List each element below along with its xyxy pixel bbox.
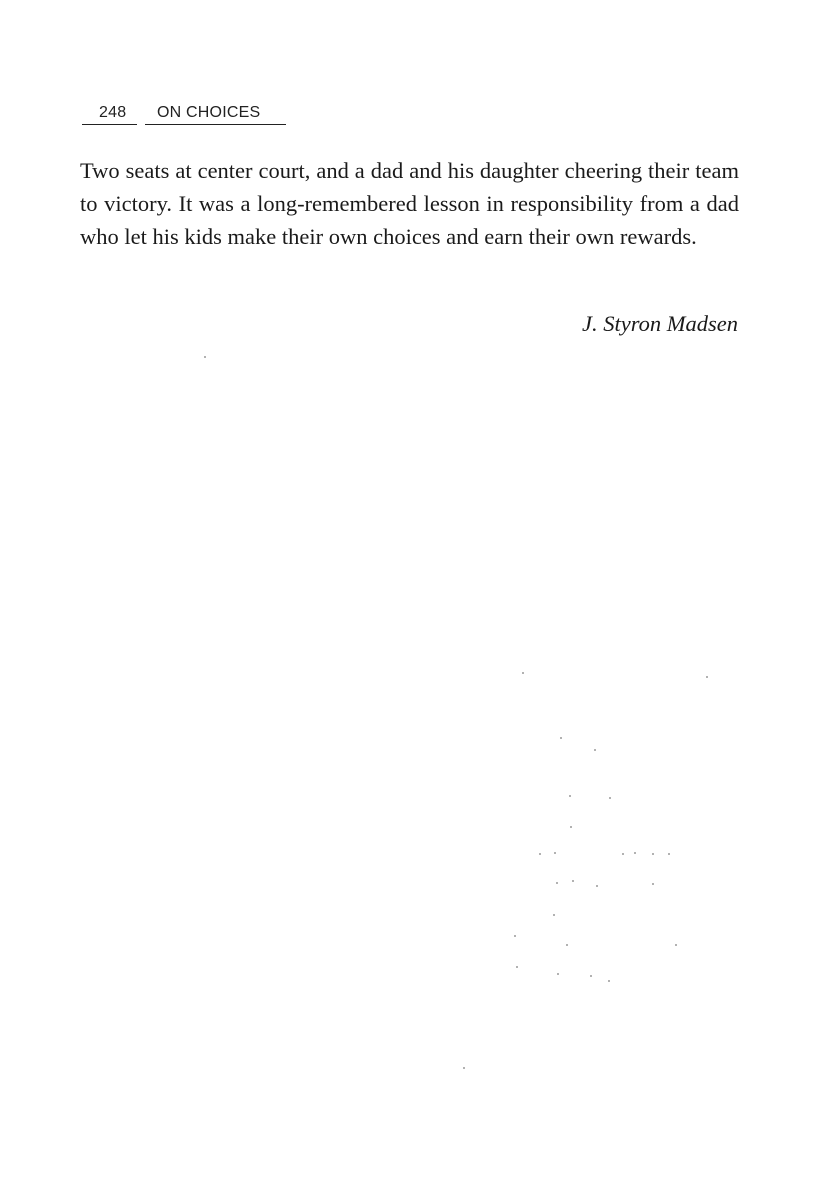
scan-speck bbox=[590, 975, 592, 977]
running-head bbox=[82, 104, 286, 126]
scan-speck bbox=[554, 852, 556, 854]
body-paragraph: Two seats at center court, and a dad and his daughter cheering their team to victory. It was a long-remembered lesson in responsibility from a dad who let his kids make their own choices and earn their own rewards. bbox=[80, 158, 739, 249]
section-title: ON CHOICES bbox=[157, 104, 261, 121]
scan-speck bbox=[634, 852, 636, 854]
scan-speck bbox=[652, 853, 654, 855]
scan-speck bbox=[463, 1067, 465, 1069]
scan-speck bbox=[516, 966, 518, 968]
scan-speck bbox=[539, 853, 541, 855]
scan-speck bbox=[570, 826, 572, 828]
scan-speck bbox=[594, 749, 596, 751]
scan-speck bbox=[556, 882, 558, 884]
scan-speck bbox=[608, 980, 610, 982]
scan-speck bbox=[569, 795, 571, 797]
scan-speck bbox=[596, 885, 598, 887]
scan-speck bbox=[668, 853, 670, 855]
scan-speck bbox=[566, 944, 568, 946]
scan-speck bbox=[622, 853, 624, 855]
scan-speck bbox=[609, 797, 611, 799]
header-rule-gap bbox=[137, 122, 145, 128]
scan-speck bbox=[514, 935, 516, 937]
scan-speck bbox=[572, 880, 574, 882]
scan-speck bbox=[204, 356, 206, 358]
scan-speck bbox=[522, 672, 524, 674]
header-rule bbox=[82, 124, 286, 125]
scan-speck bbox=[560, 737, 562, 739]
scan-speck bbox=[557, 973, 559, 975]
scan-speck bbox=[706, 676, 708, 678]
page-number: 248 bbox=[99, 104, 127, 121]
scan-speck bbox=[675, 944, 677, 946]
scan-speck bbox=[652, 883, 654, 885]
author-attribution: J. Styron Madsen bbox=[581, 311, 738, 336]
scan-speck bbox=[553, 914, 555, 916]
